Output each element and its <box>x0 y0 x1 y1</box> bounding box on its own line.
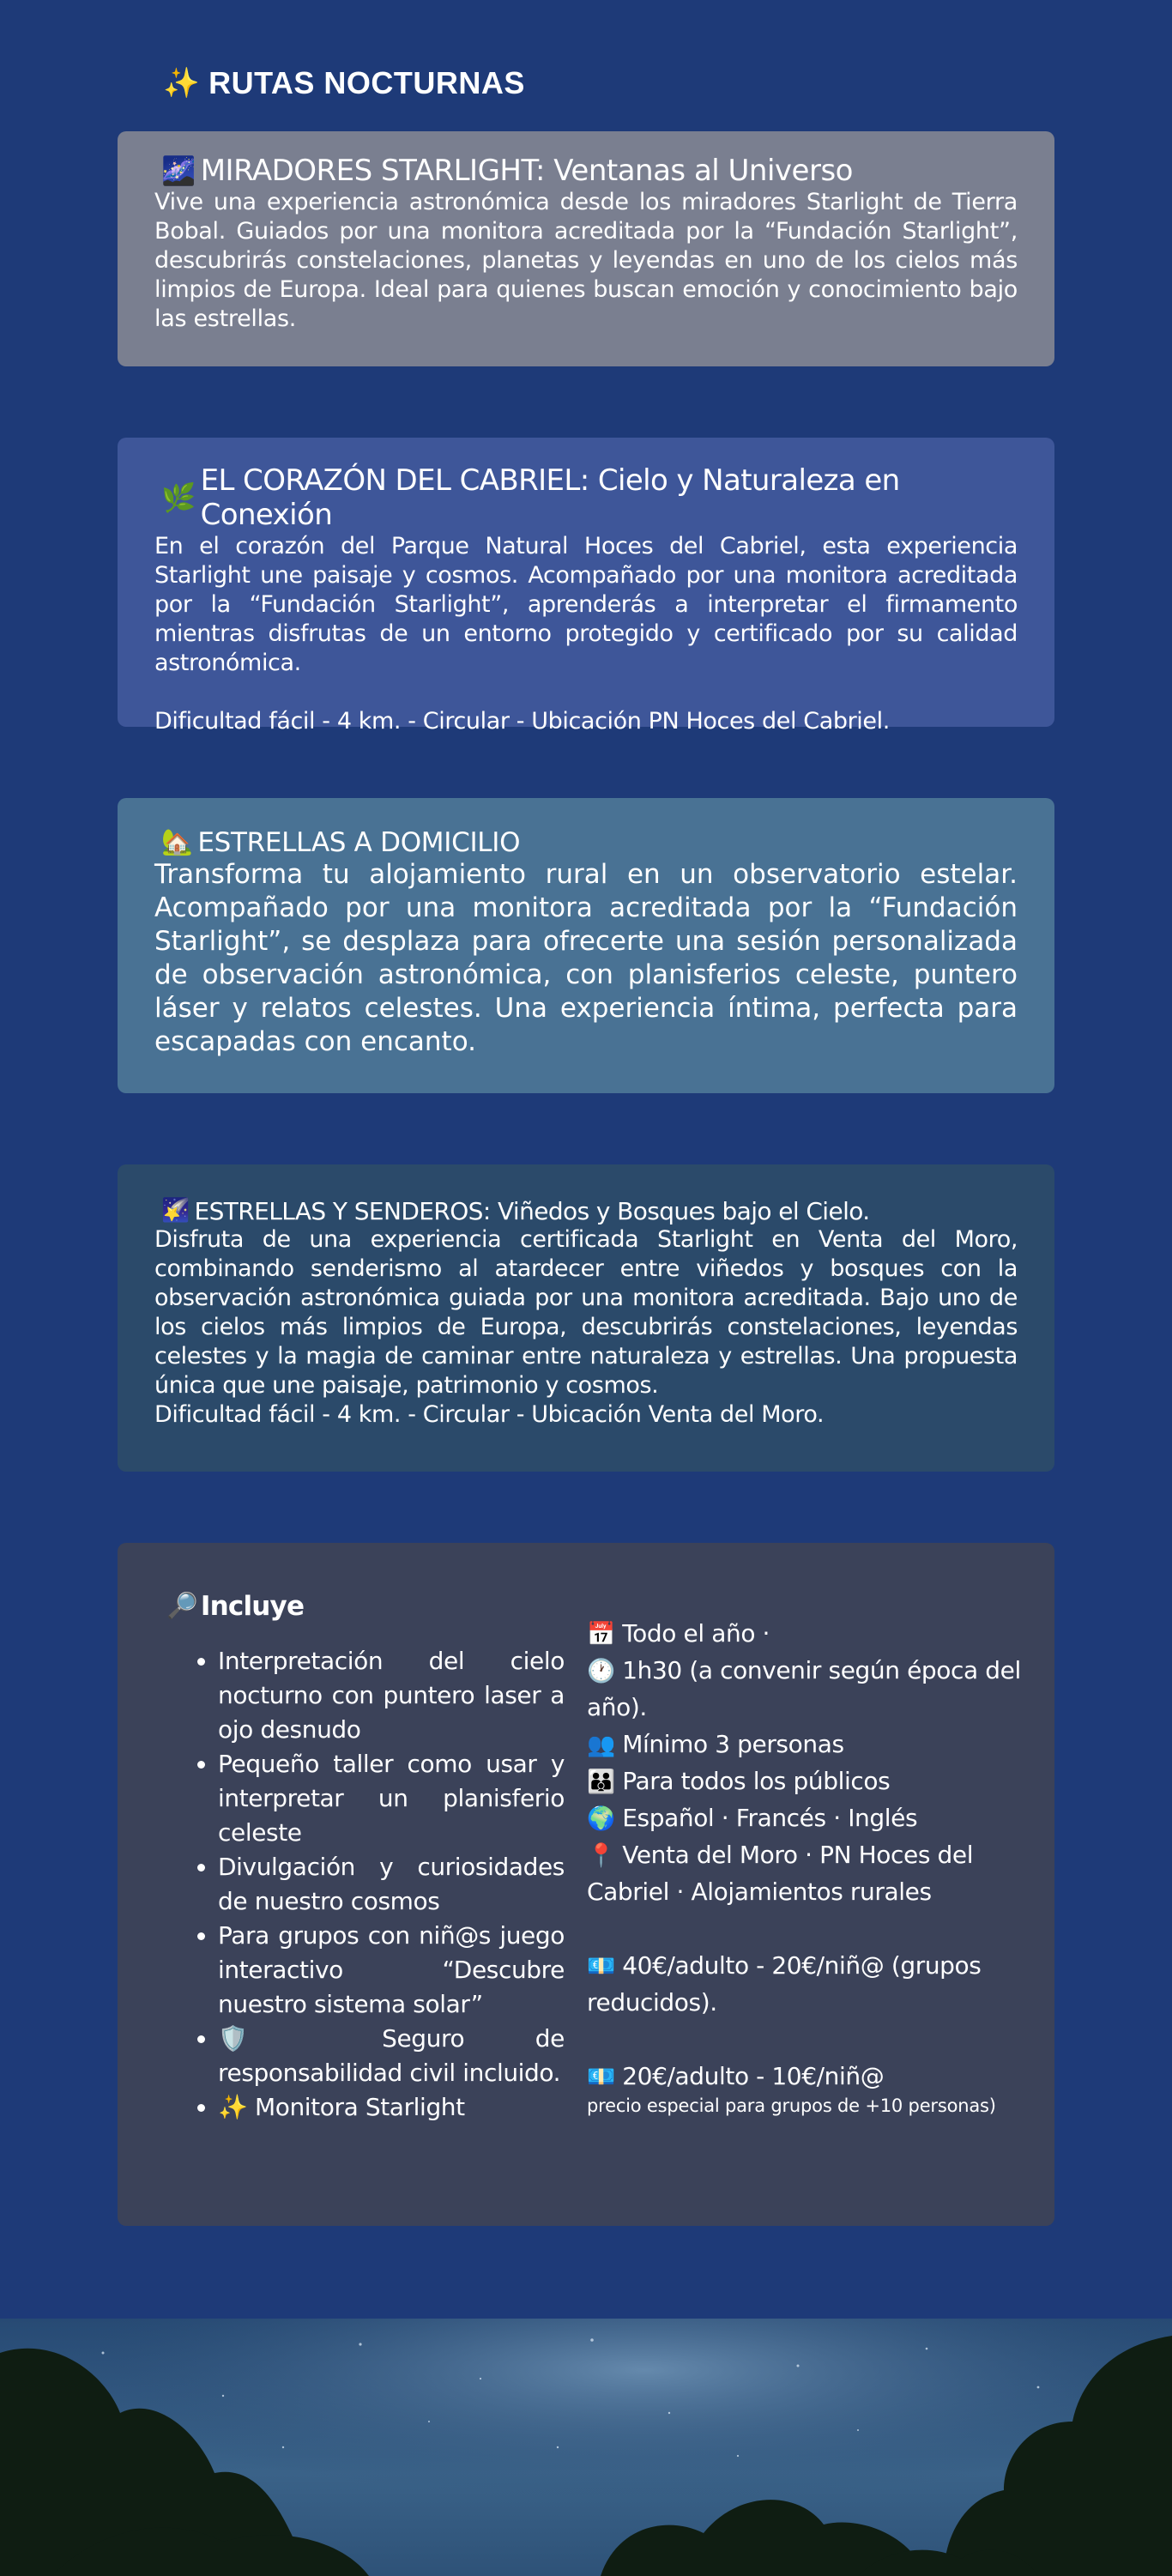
card-description: Disfruta de una experiencia certificada Starlight en Venta del Moro, combinando senderismo al atardecer entre viñedos y bosques con la observación astronómica guiada por una monitora acreditada. Bajo uno de los cielos más limpios de Europa, descubrirás constelaciones, leyendas celestes y la magia de caminar entre naturaleza y estrellas. Una propuesta única que une paisaje, patrimonio y cosmos. <box>154 1226 1018 1399</box>
details-column <box>587 1615 1024 2117</box>
calendar-icon: 📅 <box>587 1621 615 1648</box>
card-meta: Dificultad fácil - 4 km. - Circular - Ubicación Venta del Moro. <box>154 1401 825 1428</box>
card-title: 🌌 MIRADORES STARLIGHT: Ventanas al Universo <box>161 154 853 188</box>
euro-banknote-icon: 💶 <box>587 1953 615 1980</box>
route-card-senderos <box>118 1164 1054 1472</box>
audience-row: 👪 Para todos los públicos <box>587 1767 891 1795</box>
magnifying-glass-icon: 🔎 <box>166 1591 197 1621</box>
route-card-cabriel <box>118 438 1054 735</box>
page-title-text: RUTAS NOCTURNAS <box>208 65 525 100</box>
card-description: Transforma tu alojamiento rural en un observatorio estelar. Acompañado por una monitora acreditada por la “Fundación Starlight”, se desplaza para ofrecerte una sesión personalizada de observación astronómica, con planisferios celeste, puntero láser y relatos celestes. Una experiencia íntima, perfecta para escapadas con encanto. <box>154 859 1018 1057</box>
page-title <box>163 65 525 101</box>
min-people-row: 👥 Mínimo 3 personas <box>587 1730 844 1758</box>
route-card-domicilio <box>118 798 1054 1093</box>
clock-icon: 🕐 <box>587 1658 615 1684</box>
sparkles-icon: ✨ <box>163 66 201 100</box>
location-row: 📍 Venta del Moro · PN Hoces del Cabriel · Alojamientos rurales <box>587 1841 974 1906</box>
includes-list <box>166 1644 565 2125</box>
shooting-star-icon: 🌠 <box>161 1197 190 1225</box>
languages-row: 🌍 Español · Francés · Inglés <box>587 1804 918 1832</box>
night-sky-illustration <box>0 2319 1172 2576</box>
list-item: • Para grupos con niñ@s juego interactivo “Descubre nuestro sistema solar” <box>218 1919 565 2022</box>
includes-title: 🔎 Incluye <box>166 1591 305 1622</box>
globe-icon: 🌍 <box>587 1805 615 1832</box>
list-item: • ✨ Monitora Starlight <box>218 2090 565 2125</box>
price-row-1: 💶 40€/adulto - 20€/niñ@ (grupos reducidos). <box>587 1951 982 2017</box>
people-icon: 👥 <box>587 1732 615 1758</box>
list-item: • Interpretación del cielo nocturno con puntero laser a ojo desnudo <box>218 1644 565 1747</box>
price-note: precio especial para grupos de +10 personas) <box>587 2095 996 2116</box>
night-sky-photo <box>0 2319 1172 2576</box>
includes-card <box>118 1543 1054 2226</box>
season-row: 📅 Todo el año · <box>587 1619 770 1648</box>
route-card-miradores <box>118 131 1054 366</box>
milky-way-icon: 🌌 <box>161 154 196 187</box>
list-item: • 🛡️ Seguro de responsabilidad civil incluido. <box>218 2022 565 2090</box>
list-item: • Pequeño taller como usar y interpretar un planisferio celeste <box>218 1747 565 1850</box>
card-description: Vive una experiencia astronómica desde los miradores Starlight de Tierra Bobal. Guiados por una monitora acreditada por la “Fundación Starlight”, descubrirás constelaciones, planetas y leyendas en uno de los cielos más limpios de Europa. Ideal para quienes buscan emoción y conocimiento bajo las estrellas. <box>154 189 1018 332</box>
house-with-garden-icon: 🏡 <box>161 827 193 857</box>
card-description: En el corazón del Parque Natural Hoces del Cabriel, esta experiencia Starlight une paisaje y cosmos. Acompañado por una monitora acreditada por la “Fundación Starlight”, aprenderás a interpretar el firmamento mientras disfrutas de un entorno protegido y certificado por su calidad astronómica. <box>154 533 1018 676</box>
family-icon: 👪 <box>587 1769 615 1795</box>
card-title: 🏡 ESTRELLAS A DOMICILIO <box>161 827 521 858</box>
card-title: 🌿 EL CORAZÓN DEL CABRIEL: Cielo y Naturaleza en Conexión <box>161 463 900 532</box>
list-item: • Divulgación y curiosidades de nuestro cosmos <box>218 1850 565 1919</box>
price-row-2: 💶 20€/adulto - 10€/niñ@ <box>587 2062 885 2090</box>
card-title: 🌠 ESTRELLAS Y SENDEROS: Viñedos y Bosques bajo el Cielo. <box>161 1197 870 1225</box>
seedling-icon: 🌿 <box>161 481 196 514</box>
euro-banknote-icon: 💶 <box>587 2064 615 2090</box>
duration-row: 🕐 1h30 (a convenir según época del año). <box>587 1656 1021 1721</box>
pin-icon: 📍 <box>587 1842 615 1869</box>
includes-column <box>166 1591 652 2125</box>
card-meta: Dificultad fácil - 4 km. - Circular - Ubicación PN Hoces del Cabriel. <box>154 708 890 735</box>
